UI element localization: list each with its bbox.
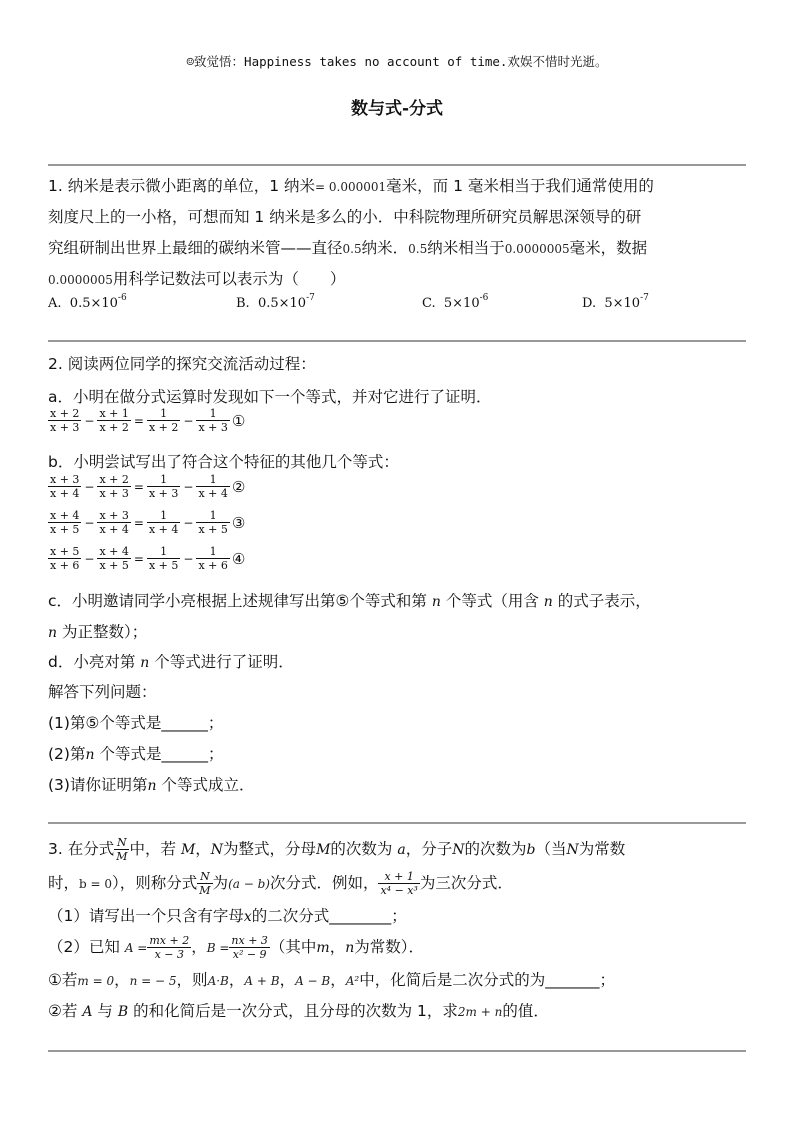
q3-sub-1: （1）请写出一个只含有字母x的二次分式________；: [48, 907, 407, 925]
q1-options: [48, 293, 748, 316]
equation-3: $\frac{x + 4}{x + 5}$ − $\frac{x + 3}{x + 4}$ = $\frac{1}{x + 4}$ − $\frac{1}{x + 5}$ ③: [50, 509, 246, 536]
option-a[interactable]: A. $0.5\times 10^{-6}$: [48, 293, 127, 311]
option-c[interactable]: C. $5\times 10^{-6}$: [422, 293, 489, 311]
q2-part-b: b．小明尝试写出了符合这个特征的其他几个等式：: [48, 453, 399, 471]
q3-sub-2-part-1: ①若m = 0，n = − 5，则A·B，A + B，A − B，A²中，化简后是二次分式的为_______；: [48, 971, 616, 989]
option-b[interactable]: B. $0.5\times 10^{-7}$: [236, 293, 315, 311]
q2-sub-2: (2)第n 个等式是______；: [48, 745, 224, 763]
q2-intro: 2. 阅读两位同学的探究交流活动过程：: [48, 355, 316, 373]
q2-sub-1: (1)第⑤个等式是______；: [48, 714, 224, 732]
page-header-motto: ☺致觉悟：Happiness takes no account of time.欢娱不惜时光逝。: [186, 54, 608, 69]
equation-2: $\frac{x + 3}{x + 4}$ − $\frac{x + 2}{x + 3}$ = $\frac{1}{x + 3}$ − $\frac{1}{x + 4}$ ②: [50, 473, 246, 500]
divider: [48, 340, 746, 342]
q3-line-1: 3. 在分式 $\frac{N}{M}$ 中，若 M，N为整式，分母M的次数为 a，分子N的次数为b（当N为常数: [48, 836, 626, 863]
equation-1: $\frac{x + 2}{x + 3}$ − $\frac{x + 1}{x + 2}$ = $\frac{1}{x + 2}$ − $\frac{1}{x + 3}$ ①: [50, 407, 246, 434]
q1-line-2: 刻度尺上的一小格，可想而知 1 纳米是多么的小．中科院物理所研究员解思深领导的研: [48, 208, 642, 226]
q1-line-1: 1. 纳米是表示微小距离的单位，1 纳米= 0.000001毫米，而 1 毫米相当于我们通常使用的: [48, 177, 654, 195]
q1-line-3: 究组研制出世界上最细的碳纳米管——直径0.5纳米．0.5纳米相当于0.0000005毫米，数据: [48, 239, 648, 257]
q2-part-a: a．小明在做分式运算时发现如下一个等式，并对它进行了证明．: [48, 388, 492, 406]
divider: [48, 1050, 746, 1052]
page-title: 数与式-分式: [350, 99, 444, 119]
divider: [48, 164, 746, 166]
q3-sub-2-part-2: ②若 A 与 B 的和化简后是一次分式，且分母的次数为 1，求2m + n的值．: [48, 1002, 549, 1020]
q1-line-4: 0.0000005用科学记数法可以表示为（ ）: [48, 270, 346, 288]
q2-part-c-line-2: n 为正整数）；: [48, 623, 148, 641]
option-d[interactable]: D. $5\times 10^{-7}$: [582, 293, 649, 311]
q2-solve-label: 解答下列问题：: [48, 683, 157, 701]
q2-part-d: d．小亮对第 n 个等式进行了证明．: [48, 653, 294, 671]
q3-sub-2: （2）已知 A = $\frac{mx + 2}{x - 3}$ ，B = $\frac{nx + 3}{\text{x² − 9}}$ （其中m，n为常数）．: [48, 934, 425, 961]
q2-sub-3: (3)请你证明第n 个等式成立．: [48, 776, 255, 794]
equation-4: $\frac{x + 5}{x + 6}$ − $\frac{x + 4}{x + 5}$ = $\frac{1}{x + 5}$ − $\frac{1}{x + 6}$ ④: [50, 545, 246, 572]
q2-part-c-line-1: c．小明邀请同学小亮根据上述规律写出第⑤个等式和第 n 个等式（用含 n 的式子表示，: [48, 592, 651, 610]
divider: [48, 822, 746, 824]
q3-line-2: 时，b = 0），则称分式 $\frac{N}{M}$ 为(a − b)次分式．例如， $\frac{x + 1}{\text{x⁴ − x³}}$ 为三次分式．: [48, 870, 513, 897]
